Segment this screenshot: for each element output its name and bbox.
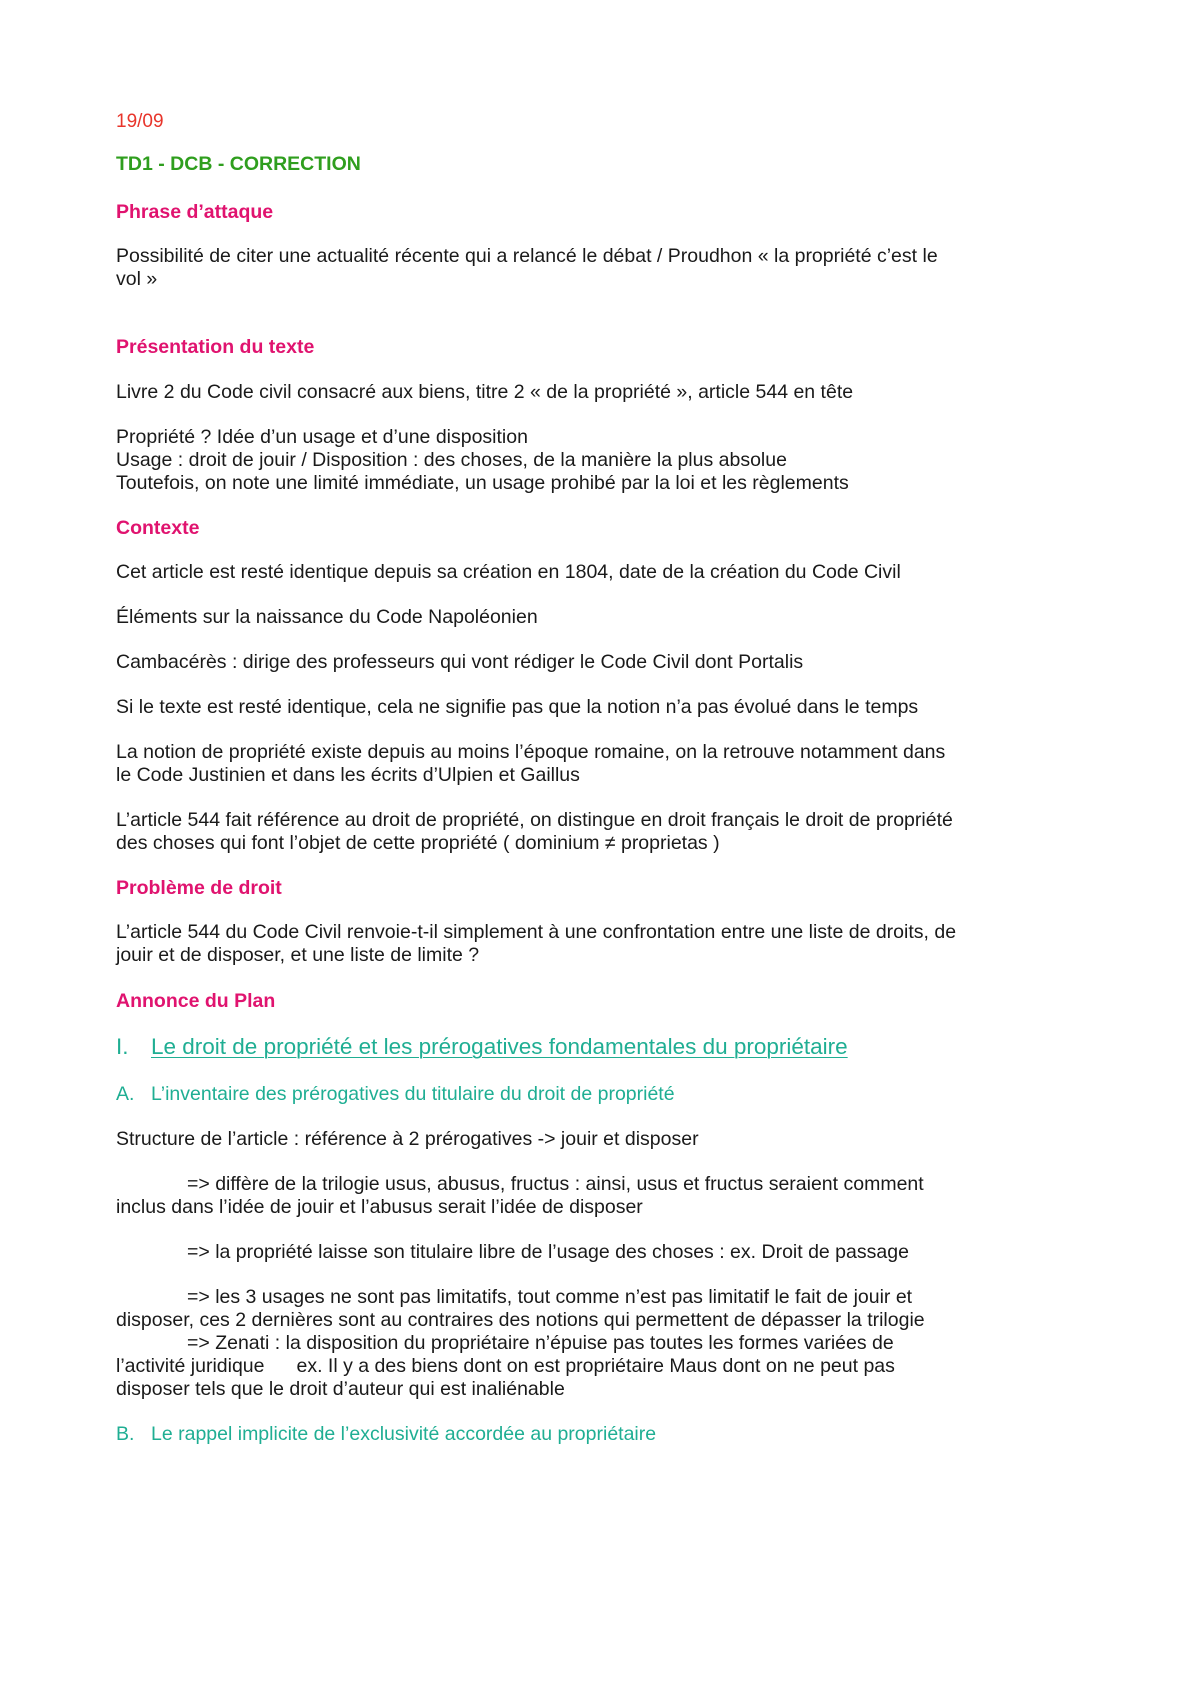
document-title: TD1 - DCB - CORRECTION (116, 153, 361, 175)
section-number: I. (116, 1034, 129, 1059)
subsection-number: B. (116, 1423, 135, 1445)
paragraph-line: Possibilité de citer une actualité récente qui a relancé le débat / Proudhon « la propriété c’est le (116, 245, 938, 267)
paragraph-line: le Code Justinien et dans les écrits d’Ulpien et Gaillus (116, 764, 580, 786)
heading-contexte: Contexte (116, 517, 200, 539)
paragraph-line: => Zenati : la disposition du propriétaire n’épuise pas toutes les formes variées de (187, 1332, 894, 1354)
paragraph-line: Usage : droit de jouir / Disposition : des choses, de la manière la plus absolue (116, 449, 787, 471)
heading-presentation: Présentation du texte (116, 336, 315, 358)
paragraph-line: Structure de l’article : référence à 2 prérogatives -> jouir et disposer (116, 1128, 699, 1150)
text-fragment: ex. Il y a des biens dont on est propriétaire Maus dont on ne peut pas (296, 1355, 895, 1377)
section-part-1 (116, 1033, 848, 1061)
paragraph-line: => diffère de la trilogie usus, abusus, fructus : ainsi, usus et fructus seraient comment (187, 1173, 924, 1195)
paragraph-line: des choses qui font l’objet de cette propriété ( dominium ≠ proprietas ) (116, 832, 720, 854)
date-label: 19/09 (116, 111, 164, 132)
paragraph-line: Toutefois, on note une limité immédiate, un usage prohibé par la loi et les règlements (116, 472, 849, 494)
section-title: Le droit de propriété et les prérogatives fondamentales du propriétaire (151, 1034, 848, 1059)
subsection-title: Le rappel implicite de l’exclusivité accordée au propriétaire (151, 1423, 657, 1445)
paragraph-line: disposer, ces 2 dernières sont au contraires des notions qui permettent de dépasser la trilogie (116, 1309, 925, 1331)
paragraph-line: Cambacérès : dirige des professeurs qui vont rédiger le Code Civil dont Portalis (116, 651, 804, 673)
text-fragment: l’activité juridique (116, 1355, 265, 1377)
subsection-a (116, 1082, 675, 1106)
paragraph-line: Livre 2 du Code civil consacré aux biens, titre 2 « de la propriété », article 544 en tête (116, 381, 854, 403)
subsection-b (116, 1422, 656, 1446)
subsection-title: L’inventaire des prérogatives du titulaire du droit de propriété (151, 1083, 675, 1105)
heading-phrase-attaque: Phrase d’attaque (116, 201, 274, 223)
paragraph-line: Propriété ? Idée d’un usage et d’une disposition (116, 426, 528, 448)
paragraph-line: => les 3 usages ne sont pas limitatifs, tout comme n’est pas limitatif le fait de jouir et (187, 1286, 913, 1308)
paragraph-line: jouir et de disposer, et une liste de limite ? (116, 944, 480, 966)
paragraph-line (116, 1354, 895, 1378)
paragraph-line: => la propriété laisse son titulaire libre de l’usage des choses : ex. Droit de passage (187, 1241, 909, 1263)
subsection-number: A. (116, 1083, 135, 1105)
heading-annonce: Annonce du Plan (116, 990, 276, 1012)
paragraph-line: vol » (116, 268, 158, 290)
paragraph-line: Cet article est resté identique depuis sa création en 1804, date de la création du Code Civil (116, 561, 901, 583)
paragraph-line: inclus dans l’idée de jouir et l’abusus serait l’idée de disposer (116, 1196, 643, 1218)
paragraph-line: La notion de propriété existe depuis au moins l’époque romaine, on la retrouve notamment dans (116, 741, 946, 763)
paragraph-line: Éléments sur la naissance du Code Napoléonien (116, 606, 538, 628)
heading-probleme: Problème de droit (116, 877, 282, 899)
paragraph-line: L’article 544 du Code Civil renvoie-t-il simplement à une confrontation entre une liste de droits, de (116, 921, 957, 943)
paragraph-line: L’article 544 fait référence au droit de propriété, on distingue en droit français le droit de propriété (116, 809, 953, 831)
paragraph-line: Si le texte est resté identique, cela ne signifie pas que la notion n’a pas évolué dans le temps (116, 696, 919, 718)
paragraph-line: disposer tels que le droit d’auteur qui est inaliénable (116, 1378, 565, 1400)
